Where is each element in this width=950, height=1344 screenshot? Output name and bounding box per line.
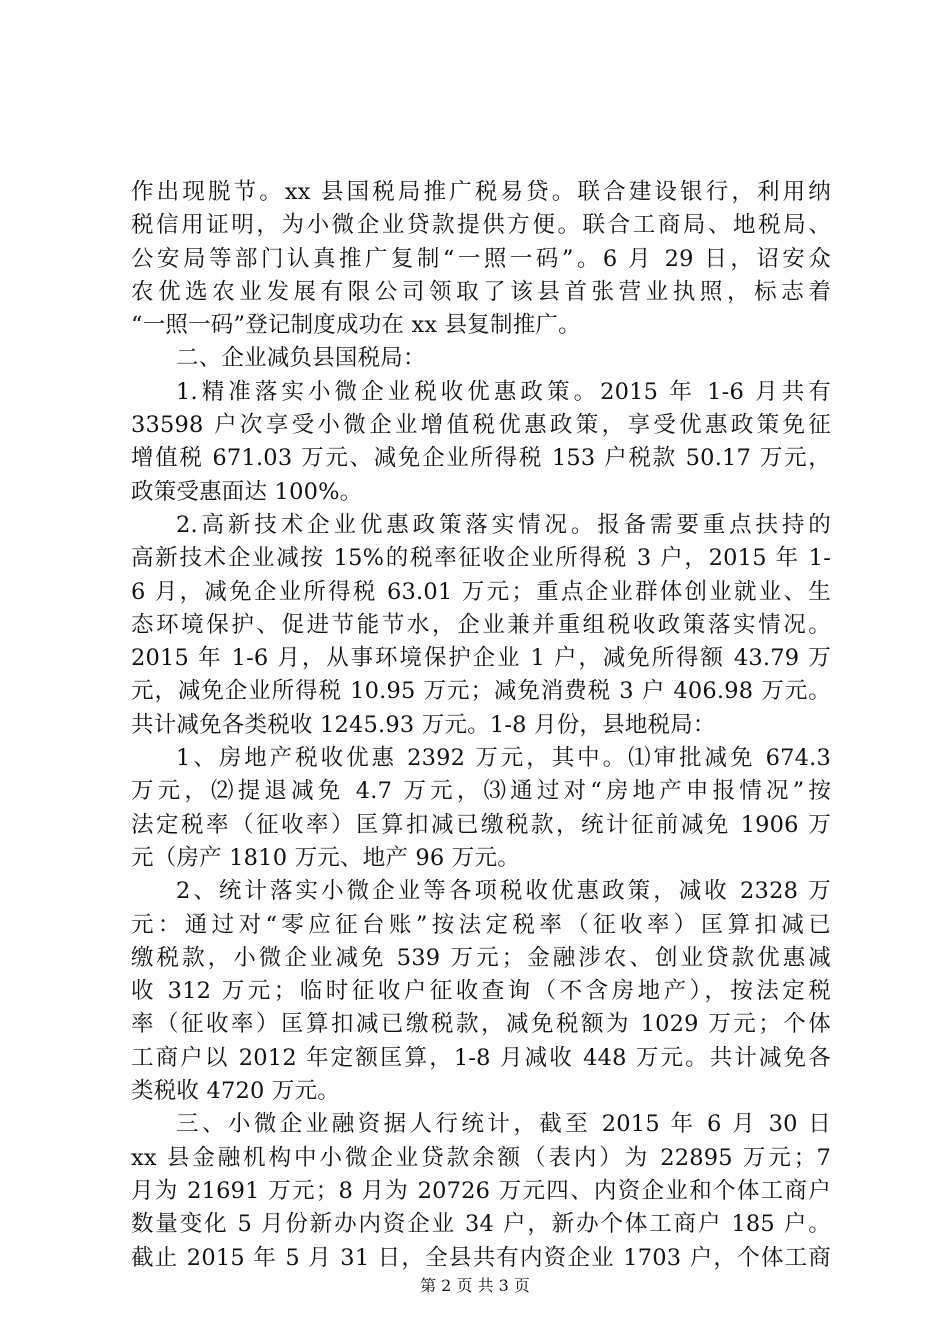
text-line: 农优选农业发展有限公司领取了该县首张营业执照，标志着 bbox=[131, 278, 831, 305]
text-line: 工商户以 2012 年定额匡算，1-8 月减收 448 万元。共计减免各 bbox=[131, 1044, 831, 1071]
text-line: 政策受惠面达 100%。 bbox=[131, 478, 363, 505]
text-line: xx 县金融机构中小微企业贷款余额（表内）为 22895 万元；7 bbox=[131, 1144, 831, 1171]
text-line: 2.高新技术企业优惠政策落实情况。报备需要重点扶持的 bbox=[176, 511, 831, 538]
text-line: 二、企业减负县国税局： bbox=[176, 345, 426, 372]
text-line: 2、统计落实小微企业等各项税收优惠政策，减收 2328 万 bbox=[176, 878, 831, 905]
text-line: 截止 2015 年 5 月 31 日，全县共有内资企业 1703 户，个体工商 bbox=[131, 1244, 831, 1271]
text-line: 缴税款，小微企业减免 539 万元；金融涉农、创业贷款优惠减 bbox=[131, 944, 831, 971]
text-line: 作出现脱节。xx 县国税局推广税易贷。联合建设银行，利用纳 bbox=[131, 179, 831, 205]
text-line: 共计减免各类税收 1245.93 万元。1-8 月份，县地税局： bbox=[131, 711, 716, 738]
text-line: 1.精准落实小微企业税收优惠政策。2015 年 1-6 月共有 bbox=[176, 378, 831, 405]
text-line: 态环境保护、促进节能节水，企业兼并重组税收政策落实情况。 bbox=[131, 611, 831, 638]
text-line: 税信用证明，为小微企业贷款提供方便。联合工商局、地税局、 bbox=[131, 212, 831, 239]
text-line: 公安局等部门认真推广复制“一照一码”。6 月 29 日，诏安众 bbox=[131, 245, 831, 272]
text-line: 三、小微企业融资据人行统计，截至 2015 年 6 月 30 日 bbox=[176, 1111, 831, 1138]
page-footer: 第 2 页 共 3 页 bbox=[420, 1276, 530, 1295]
text-line: 法定税率（征收率）匡算扣减已缴税款，统计征前减免 1906 万 bbox=[131, 811, 831, 838]
text-line: 6 月，减免企业所得税 63.01 万元；重点企业群体创业就业、生 bbox=[131, 578, 831, 605]
text-line: 33598 户次享受小微企业增值税优惠政策，享受优惠政策免征 bbox=[131, 412, 831, 439]
text-line: 收 312 万元；临时征收户征收查询（不含房地产），按法定税 bbox=[131, 978, 831, 1005]
text-line: 元，减免企业所得税 10.95 万元；减免消费税 3 户 406.98 万元。 bbox=[131, 678, 831, 705]
text-line: 增值税 671.03 万元、减免企业所得税 153 户税款 50.17 万元， bbox=[131, 445, 831, 472]
text-line: 万元，⑵提退减免 4.7 万元，⑶通过对“房地产申报情况”按 bbox=[131, 778, 831, 805]
text-line: 1、房地产税收优惠 2392 万元，其中。⑴审批减免 674.3 bbox=[176, 745, 831, 772]
text-line: 率（征收率）匡算扣减已缴税款，减免税额为 1029 万元；个体 bbox=[131, 1011, 831, 1038]
text-line: “一照一码”登记制度成功在 xx 县复制推广。 bbox=[131, 312, 581, 339]
text-line: 月为 21691 万元；8 月为 20726 万元四、内资企业和个体工商户 bbox=[131, 1177, 831, 1204]
text-line: 元：通过对“零应征台账”按法定税率（征收率）匡算扣减已 bbox=[131, 911, 831, 938]
text-line: 2015 年 1-6 月，从事环境保护企业 1 户，减免所得额 43.79 万 bbox=[131, 645, 831, 672]
text-line: 高新技术企业减按 15%的税率征收企业所得税 3 户，2015 年 1- bbox=[131, 545, 831, 572]
text-line: 数量变化 5 月份新办内资企业 34 户，新办个体工商户 185 户。 bbox=[131, 1211, 831, 1238]
document-body bbox=[131, 176, 831, 1275]
text-line: 类税收 4720 万元。 bbox=[131, 1078, 340, 1105]
text-line: 元（房产 1810 万元、地产 96 万元。 bbox=[131, 844, 520, 871]
